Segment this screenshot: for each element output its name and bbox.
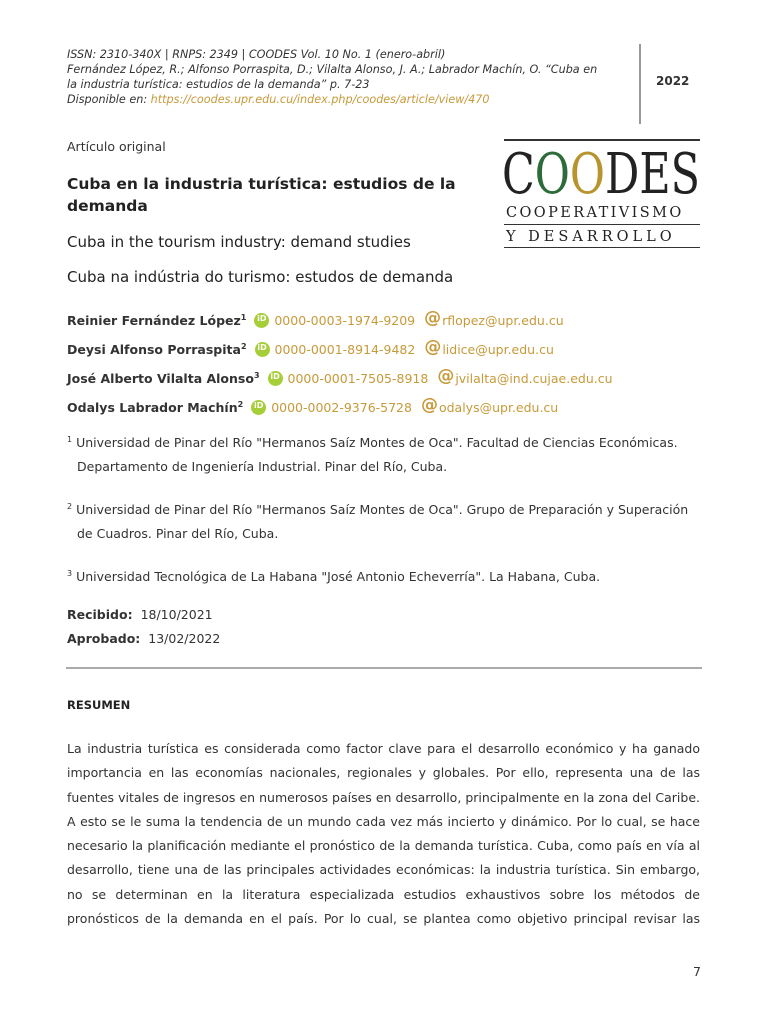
author-affiliation-marker: 2 [240, 341, 247, 351]
email-link[interactable]: lidice@upr.edu.cu [442, 342, 554, 357]
orcid-icon[interactable] [268, 371, 283, 386]
abstract-line: necesario la planificación mediante el pronóstico de la demanda turística. Cuba, como país en vía al [67, 838, 700, 854]
abstract-heading: RESUMEN [67, 698, 131, 712]
author-name [67, 371, 260, 386]
abstract-line: desarrollo, tiene una de las principales actividades económicas: la industria turística. Sin embargo, [67, 862, 700, 878]
author-name-text: Odalys Labrador Machín [67, 400, 238, 416]
available-label: Disponible en: [67, 93, 151, 106]
abstract-line: pronósticos de la demanda en el país. Por lo cual, se plantea como objetivo principal revisar las [67, 911, 700, 927]
received-row [67, 603, 220, 627]
article-title-english: Cuba in the tourism industry: demand studies [67, 233, 411, 251]
author-name [67, 342, 247, 357]
abstract-line: importancia en las economías nacionales, regionales y globales. Por ello, representa una de las [67, 765, 700, 781]
article-title-spanish: Cuba en la industria turística: estudios de la demanda [67, 175, 456, 215]
approved-label: Aprobado: [67, 630, 141, 646]
orcid-icon[interactable] [254, 313, 269, 328]
article-type: Artículo original [67, 139, 166, 154]
orcid-link[interactable]: 0000-0002-9376-5728 [271, 400, 412, 415]
issn-line: ISSN: 2310-340X | RNPS: 2349 | COODES Vol. 10 No. 1 (enero-abril) [67, 48, 446, 61]
affiliation-marker: 1 [67, 435, 73, 444]
orcid-link[interactable]: 0000-0003-1974-9209 [274, 313, 416, 328]
approved-row [67, 627, 220, 651]
received-label: Recibido: [67, 607, 133, 622]
affiliation-text: Universidad de Pinar del Río "Hermanos Saíz Montes de Oca". Grupo de Preparación y Superación [76, 502, 689, 518]
logo-subtitle-cooperativismo: COOPERATIVISMO [506, 205, 684, 221]
email-link[interactable]: jvilalta@ind.cujae.edu.cu [455, 371, 613, 386]
logo-bottom-rule [504, 247, 700, 248]
affiliation-marker: 3 [67, 569, 73, 578]
affiliation-3 [67, 562, 697, 589]
received-date: 18/10/2021 [140, 607, 213, 622]
page-number: 7 [693, 964, 701, 979]
email-link[interactable]: odalys@upr.edu.cu [438, 400, 559, 415]
approved-date: 13/02/2022 [148, 630, 221, 646]
header-vertical-divider [639, 44, 641, 124]
availability-line [67, 92, 627, 107]
author-name-text: Reinier Fernández López [67, 313, 241, 329]
author-row [67, 335, 613, 364]
orcid-link[interactable]: 0000-0001-7505-8918 [287, 371, 429, 386]
author-name [67, 313, 246, 328]
affiliation-text-continued: de Cuadros. Pinar del Río, Cuba. [77, 525, 279, 541]
author-name-text: José Alberto Vilalta Alonso [67, 371, 254, 387]
affiliation-text-continued: Departamento de Ingeniería Industrial. Pinar del Río, Cuba. [77, 458, 448, 474]
abstract-line: no se determinan en la literatura especializada estudios exhaustivos sobre los métodos de [67, 886, 700, 902]
author-row [67, 306, 613, 335]
citation-line-2: la industria turística: estudios de la demanda” p. 7-23 [67, 78, 370, 91]
author-row [67, 364, 613, 393]
author-affiliation-marker: 1 [240, 312, 247, 322]
header-metadata [67, 47, 627, 107]
abstract-line: La industria turística es considerada como factor clave para el desarrollo económico y ha ganado [67, 741, 700, 756]
author-row [67, 393, 613, 422]
svg-text:COODES: COODES [502, 142, 710, 207]
orcid-icon[interactable] [251, 400, 266, 415]
journal-logo [502, 139, 710, 251]
email-at-icon: @ [437, 365, 455, 386]
orcid-icon[interactable] [255, 342, 270, 357]
affiliation-2 [67, 495, 697, 545]
abstract-body [67, 737, 700, 931]
article-url-link[interactable]: https://coodes.upr.edu.cu/index.php/coodes/article/view/470 [150, 93, 490, 106]
affiliation-text: Universidad Tecnológica de La Habana "José Antonio Echeverría". La Habana, Cuba. [76, 569, 601, 585]
abstract-line: fuentes vitales de ingresos en numerosos países en desarrollo, principalmente en la zona del Caribe. [67, 789, 700, 805]
citation-line-1: Fernández López, R.; Alfonso Porraspita, D.; Vilalta Alonso, J. A.; Labrador Machín, O. “Cuba en [67, 63, 598, 76]
affiliation-text: Universidad de Pinar del Río "Hermanos Saíz Montes de Oca". Facultad de Ciencias Económicas. [76, 435, 678, 451]
section-divider [66, 667, 702, 669]
affiliation-1 [67, 428, 697, 478]
author-list [67, 306, 613, 422]
email-at-icon: @ [424, 336, 442, 357]
logo-middle-rule [504, 224, 700, 225]
author-affiliation-marker: 3 [253, 370, 260, 380]
orcid-link[interactable]: 0000-0001-8914-9482 [274, 342, 416, 357]
email-at-icon: @ [424, 307, 442, 328]
submission-dates [67, 603, 220, 650]
logo-subtitle-desarrollo: Y DESARROLLO [506, 229, 676, 245]
publication-year: 2022 [656, 74, 690, 88]
email-link[interactable]: rflopez@upr.edu.cu [442, 313, 564, 328]
article-title-portuguese: Cuba na indústria do turismo: estudos de demanda [67, 268, 454, 286]
abstract-line: A esto se le suma la tendencia de un mundo cada vez más incierto y dinámico. Por lo cual, se hace [67, 813, 700, 829]
author-name-text: Deysi Alfonso Porraspita [67, 342, 241, 358]
author-name [67, 400, 243, 415]
affiliation-marker: 2 [67, 502, 73, 511]
logo-wordmark [502, 141, 710, 207]
email-at-icon: @ [420, 394, 438, 415]
author-affiliation-marker: 2 [237, 399, 244, 409]
